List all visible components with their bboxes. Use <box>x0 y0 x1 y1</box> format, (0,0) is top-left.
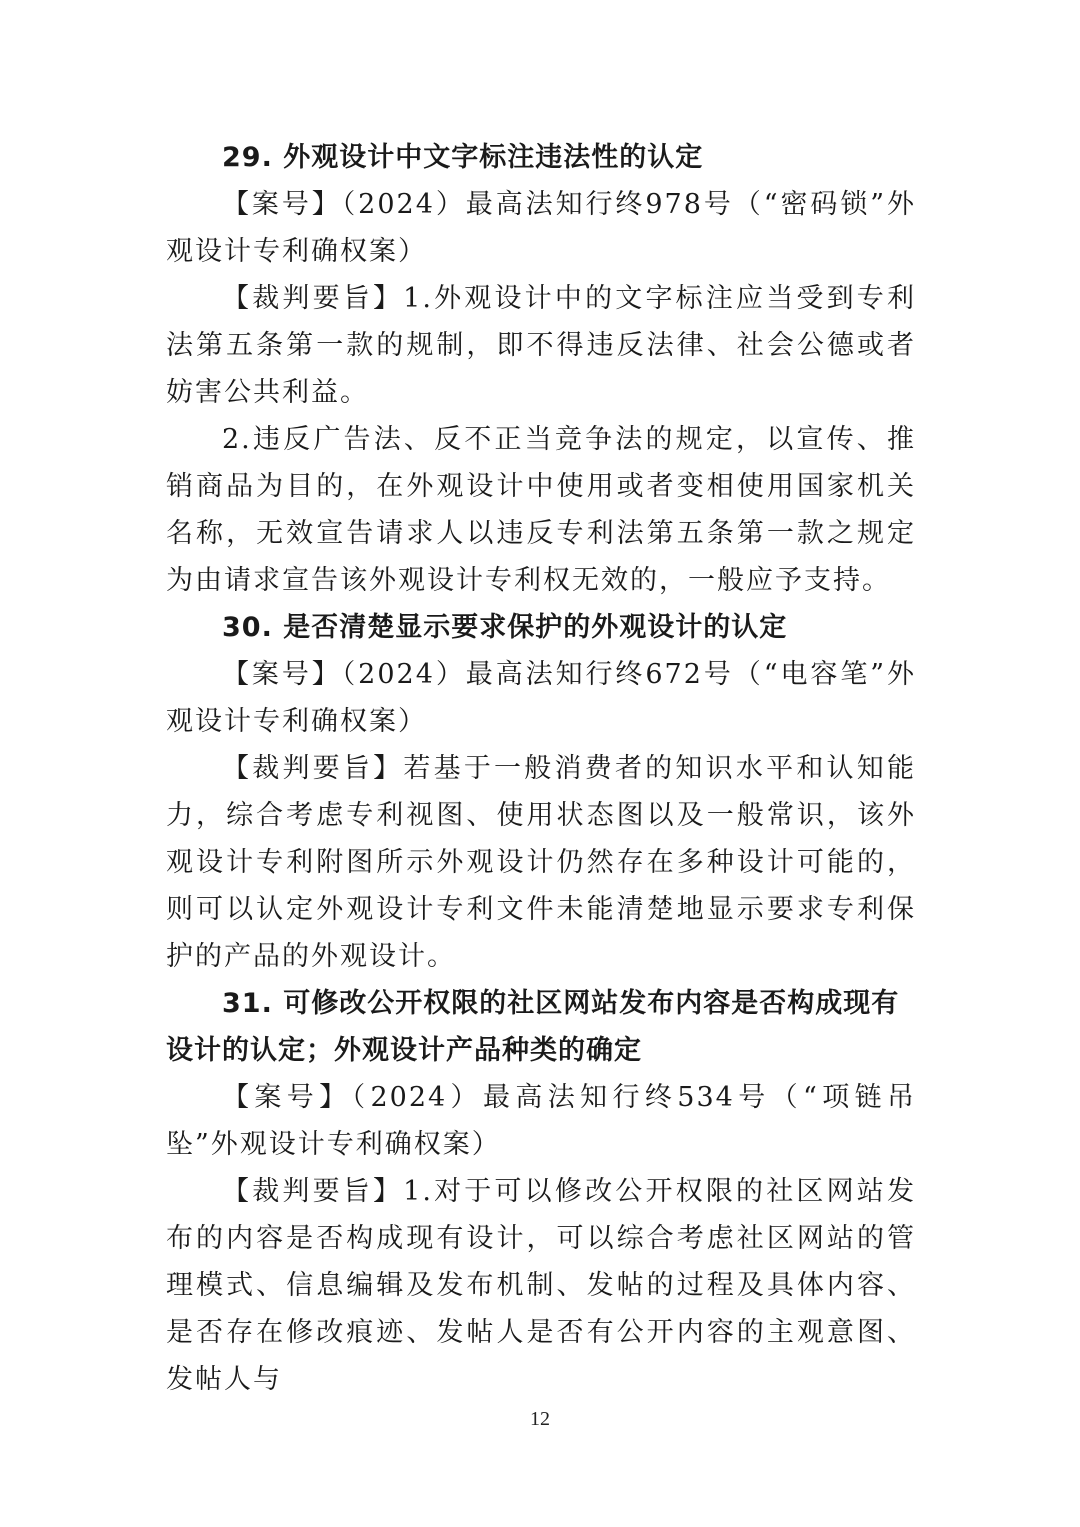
section-31-case-number: 【案号】（2024）最高法知行终534号（“项链吊坠”外观设计专利确权案） <box>166 1082 916 1160</box>
section-29-heading: 29. 外观设计中文字标注违法性的认定 <box>222 142 704 173</box>
section-29-gist-2: 2.违反广告法、反不正当竞争法的规定，以宣传、推销商品为目的，在外观设计中使用或者变相使用国家机关名称，无效宣告请求人以违反专利法第五条第一款之规定为由请求宣告该外观设计专利权无效的，一般应予支持。 <box>166 424 916 596</box>
section-29-gist-1: 【裁判要旨】1.外观设计中的文字标注应当受到专利法第五条第一款的规制，即不得违反法律、社会公德或者妨害公共利益。 <box>166 283 916 408</box>
section-30-heading: 30. 是否清楚显示要求保护的外观设计的认定 <box>222 612 788 643</box>
page-number: 12 <box>530 1408 550 1430</box>
section-30-case-number: 【案号】（2024）最高法知行终672号（“电容笔”外观设计专利确权案） <box>166 659 916 737</box>
section-30-gist-1: 【裁判要旨】若基于一般消费者的知识水平和认知能力，综合考虑专利视图、使用状态图以及一般常识，该外观设计专利附图所示外观设计仍然存在多种设计可能的，则可以认定外观设计专利文件未能清楚地显示要求专利保护的产品的外观设计。 <box>166 753 916 972</box>
section-31-gist-1: 【裁判要旨】1.对于可以修改公开权限的社区网站发布的内容是否构成现有设计，可以综合考虑社区网站的管理模式、信息编辑及发布机制、发帖的过程及具体内容、是否存在修改痕迹、发帖人是否有公开内容的主观意图、发帖人与 <box>166 1176 916 1395</box>
page-content <box>166 134 916 1403</box>
section-31-heading: 31. 可修改公开权限的社区网站发布内容是否构成现有设计的认定；外观设计产品种类的确定 <box>166 988 900 1066</box>
section-29-case-number: 【案号】（2024）最高法知行终978号（“密码锁”外观设计专利确权案） <box>166 189 916 267</box>
